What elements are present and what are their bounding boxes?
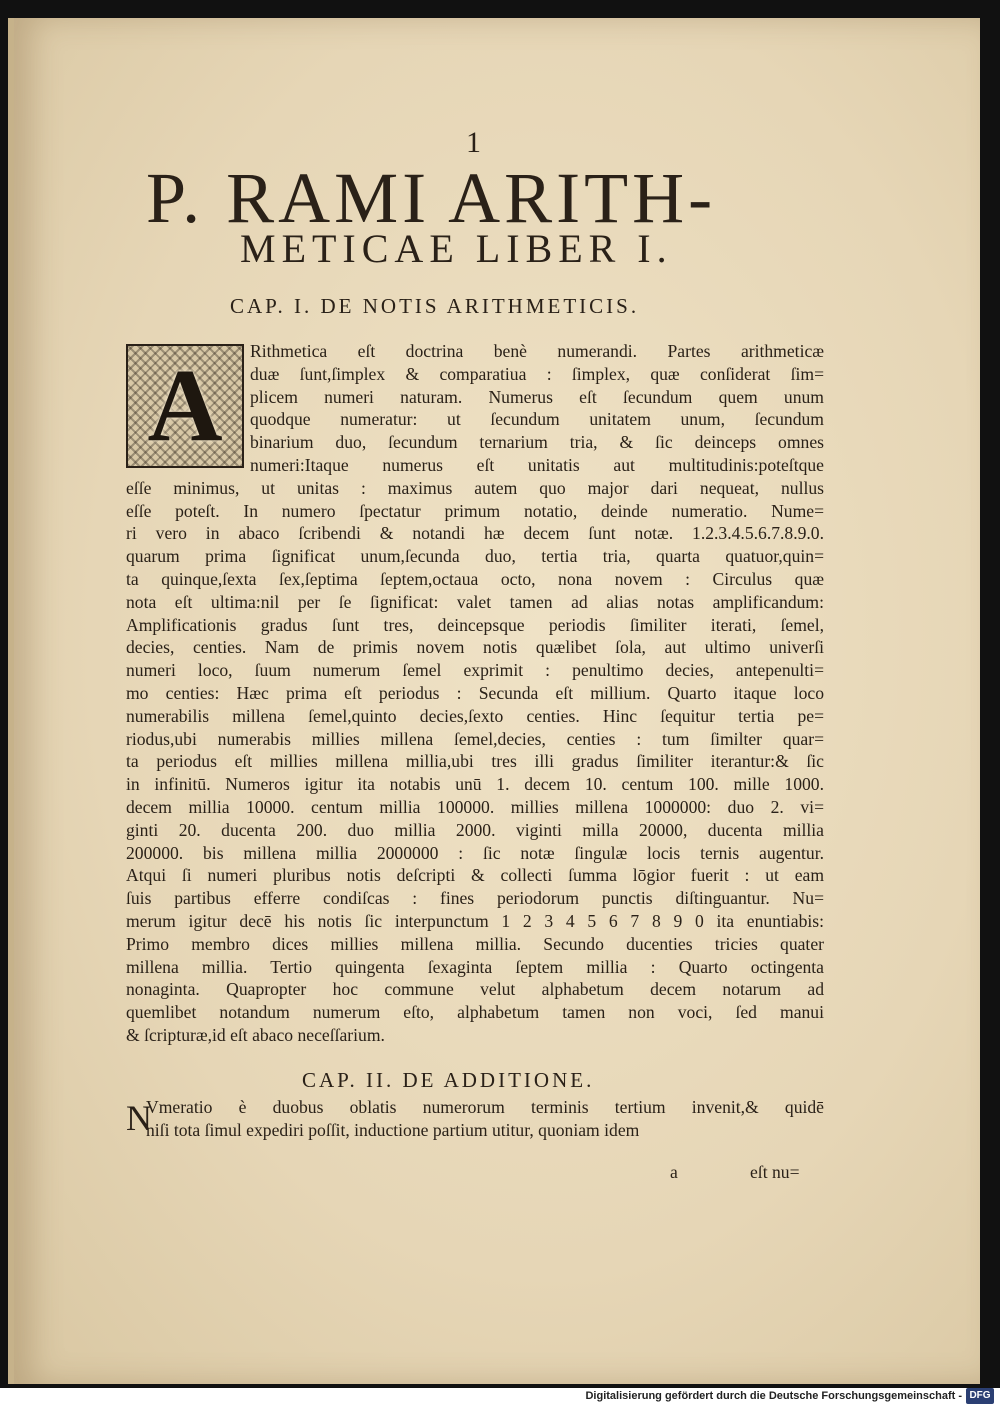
- digitization-credit: Digitalisierung gefördert durch die Deutsche Forschungsgemeinschaft -: [585, 1390, 962, 1402]
- chapter-1-heading: CAP. I. DE NOTIS ARITHMETICIS.: [230, 294, 640, 318]
- text-line: numerabilis millena ſemel,quinto decies,ſexto centies. Hinc ſequitur tertia pe=: [126, 705, 824, 726]
- text-line: eſſe poteſt. In numero ſpectatur primum notatio, deinde numeratio. Nume=: [126, 500, 824, 521]
- text-line: plicem numeri naturam. Numerus eſt ſecundum quem unum: [250, 386, 824, 407]
- text-line: ginti 20. ducenta 200. duo millia 2000. viginti milla 20000, ducenta millia: [126, 819, 824, 840]
- text-line: Vmeratio è duobus oblatis numerorum terminis tertium invenit,& quidē: [146, 1097, 824, 1117]
- signature-mark: a: [670, 1162, 678, 1182]
- text-line: quodque numeratur: ut ſecundum unitatem unum, ſecundum: [250, 409, 824, 430]
- text-line: & ſcripturæ,id eſt abaco neceſſarium.: [126, 1024, 385, 1045]
- chapter-1-text: [126, 340, 824, 1047]
- text-line: numeri:Itaque numerus eſt unitatis aut multitudinis:poteſtque: [250, 454, 824, 475]
- title-line-1: P. RAMI ARITH-: [146, 158, 717, 238]
- text-line: binarium duo, ſecundum ternarium tria, & ſic deinceps omnes: [250, 432, 824, 453]
- text-line: Rithmetica eſt doctrina benè numerandi. Partes arithmeticæ: [250, 341, 824, 361]
- text-line: eſſe minimus, ut unitas : maximus autem quo major dari nequeat, nullus: [126, 477, 824, 498]
- decorated-initial-letter: A: [147, 348, 223, 463]
- text-line: millena millia. Tertio quingenta ſexaginta ſeptem millia : Quarto octingenta: [126, 956, 824, 977]
- dfg-logo: DFG: [966, 1388, 994, 1404]
- title-line-2: METICAE LIBER I.: [240, 226, 673, 271]
- text-line: riodus,ubi numerabis millies millena ſemel,decies, centies : tum ſimilter quar=: [126, 728, 824, 749]
- chapter-2-text: [126, 1096, 824, 1142]
- text-line: 200000. bis millena millia 2000000 : ſic notæ ſingulæ locis ternis augentur.: [126, 842, 824, 863]
- text-line: numeri loco, ſuum numerum ſemel exprimit : penultimo decies, antepenulti=: [126, 660, 824, 681]
- text-line: ri vero in abaco ſcribendi & notandi hæ decem ſunt notæ. 1.2.3.4.5.6.7.8.9.0.: [126, 523, 824, 544]
- text-line: Atqui ſi numeri pluribus notis deſcripti & collecti ſumma lōgior fuerit : ut eam: [126, 865, 824, 886]
- text-line: ſuis partibus efferre condiſcas : fines periodorum punctis diſtinguantur. Nu=: [126, 888, 824, 909]
- catchword: eſt nu=: [750, 1162, 800, 1182]
- chapter-2-heading: CAP. II. DE ADDITIONE.: [302, 1068, 595, 1092]
- book-page: [8, 18, 980, 1384]
- text-line: quemlibet notandum numerum eſto, alphabetum tamen non voci, ſed manui: [126, 1002, 824, 1023]
- text-line: duæ ſunt,ſimplex & comparatiua : ſimplex, quæ conſiderat ſim=: [250, 363, 824, 384]
- text-line: decem millia 10000. centum millia 100000. millies millena 1000000: duo 2. vi=: [126, 796, 824, 817]
- folio-number: 1: [466, 126, 482, 159]
- text-line: in infinitū. Numeros igitur ita notabis unū 1. decem 10. centum 100. mille 1000.: [126, 774, 824, 795]
- text-line: ta periodus eſt millies millena millia,ubi tres illi gradus ſimiliter iterantur:& ſic: [126, 751, 824, 772]
- text-line: nonaginta. Quapropter hoc commune velut alphabetum decem notarum ad: [126, 979, 824, 1000]
- text-line: niſi tota ſimul expediri poſſit, inductione partium utitur, quoniam idem: [146, 1119, 640, 1140]
- text-line: quarum prima ſignificat unum,ſecunda duo, tertia tria, quarta quatuor,quin=: [126, 546, 824, 567]
- text-line: decies, centies. Nam de primis novem notis quælibet ſola, aut ultimo univerſi: [126, 637, 824, 658]
- text-line: ta quinque,ſexta ſex,ſeptima ſeptem,octaua octo, nona novem : Circulus quæ: [126, 568, 824, 589]
- text-line: Amplificationis gradus ſunt tres, deincepsque periodis ſimiliter iterati, ſemel,: [126, 614, 824, 635]
- text-line: nota eſt ultima:nil per ſe ſignificat: valet tamen ad alias notas amplificandum:: [126, 591, 824, 612]
- text-line: mo centies: Hæc prima eſt periodus : Secunda eſt millium. Quarto itaque loco: [126, 682, 824, 703]
- text-line: merum igitur decē his notis ſic interpunctum 1 2 3 4 5 6 7 8 9 0 ita enuntiabis:: [126, 910, 824, 931]
- text-line: Primo membro dices millies millena millia. Secundo ducenties tricies quater: [126, 933, 824, 954]
- initial-letter-n: N: [126, 1098, 152, 1138]
